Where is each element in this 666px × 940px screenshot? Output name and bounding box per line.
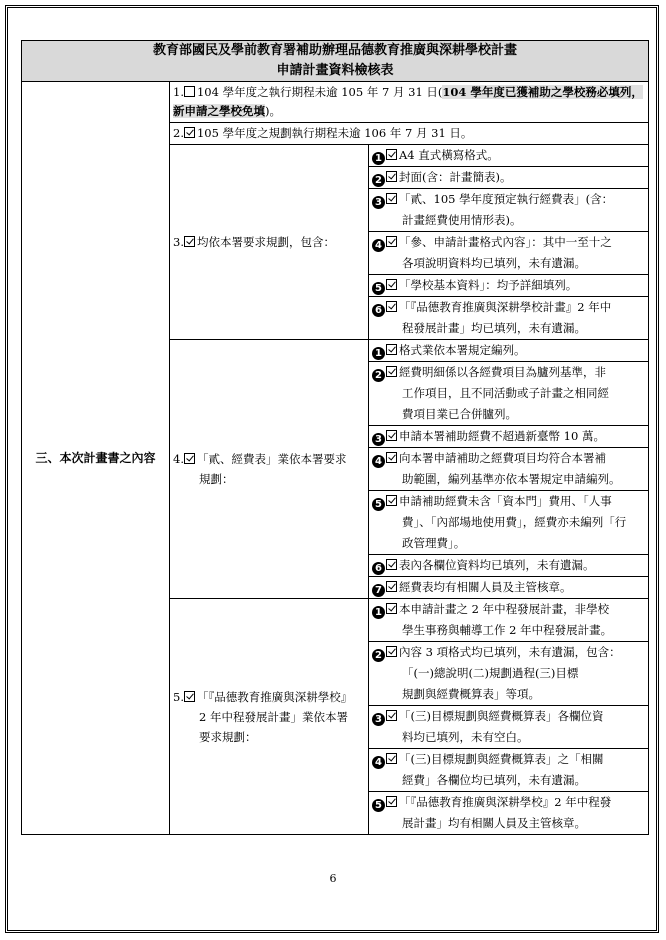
- section-label: 三、本次計畫書之內容: [22, 82, 170, 835]
- mark-2-icon: 2: [372, 174, 385, 187]
- item-2-checkbox[interactable]: [184, 127, 195, 138]
- item-4-label: 4. 「貳、經費表」業依本署要求 規劃：: [170, 340, 369, 599]
- item-1-highlight: 104 學年度已獲補助之學校務必填列，新申請之學校免填: [173, 85, 643, 118]
- sub-checkbox[interactable]: [386, 193, 397, 204]
- mark-1-icon: 1: [372, 347, 385, 360]
- sub-checkbox[interactable]: [386, 236, 397, 247]
- item-5-sub-2: 2 內容 3 項格式均已填列，未有遺漏，包含： 「(一)總說明(二)規劃過程(三)目標 規劃與經費概算表」等項。: [369, 642, 649, 706]
- item-3-sub-5: 5 「學校基本資料」：均予詳細填列。: [369, 275, 649, 297]
- item-5-sub-5: 5 「『品德教育推廣與深耕學校』2 年中程發 展計畫」均有相關人員及主管核章。: [369, 792, 649, 835]
- mark-3-icon: 3: [372, 196, 385, 209]
- item-3-label: 3. 均依本署要求規劃，包含：: [170, 145, 369, 340]
- sub-checkbox[interactable]: [386, 171, 397, 182]
- mark-2-icon: 2: [372, 369, 385, 382]
- sub-checkbox[interactable]: [386, 581, 397, 592]
- item-5-checkbox[interactable]: [184, 691, 195, 702]
- mark-4-icon: 4: [372, 756, 385, 769]
- item-4-sub-2: 2 經費明細係以各經費項目為臚列基準，非 工作項目，且不同活動或子計畫之相同經 費項目業已合併臚列。: [369, 362, 649, 426]
- item-4-sub-5: 5 申請補助經費未含「資本門」費用、「人事 費」、「內部場地使用費」，經費亦未編列「行 政管理費」。: [369, 491, 649, 555]
- mark-5-icon: 5: [372, 498, 385, 511]
- mark-1-icon: 1: [372, 152, 385, 165]
- item-3-sub-3: 3 「貳、105 學年度預定執行經費表」(含： 計畫經費使用情形表)。: [369, 189, 649, 232]
- item-4-sub-6: 6 表內各欄位資料均已填列，未有遺漏。: [369, 555, 649, 577]
- item-1: 1. 104 學年度之執行期程未逾 105 年 7 月 31 日(104 學年度已獲補助之學校務必填列，新申請之學校免填)。: [170, 82, 649, 123]
- mark-7-icon: 7: [372, 584, 385, 597]
- mark-5-icon: 5: [372, 282, 385, 295]
- title-line-2: 申請計畫資料檢核表: [276, 63, 394, 78]
- sub-checkbox[interactable]: [386, 366, 397, 377]
- item-1-row: [22, 82, 649, 123]
- item-3-checkbox[interactable]: [184, 236, 195, 247]
- sub-checkbox[interactable]: [386, 430, 397, 441]
- item-3-sub-2: 2 封面(含：計畫簡表)。: [369, 167, 649, 189]
- mark-4-icon: 4: [372, 455, 385, 468]
- mark-2-icon: 2: [372, 649, 385, 662]
- sub-checkbox[interactable]: [386, 796, 397, 807]
- sub-checkbox[interactable]: [386, 710, 397, 721]
- mark-1-icon: 1: [372, 606, 385, 619]
- item-2: 2. 105 學年度之規劃執行期程未逾 106 年 7 月 31 日。: [170, 123, 649, 145]
- item-5-sub-4: 4 「(三)目標規劃與經費概算表」之「相關 經費」各欄位均已填列，未有遺漏。: [369, 749, 649, 792]
- item-4-sub-4: 4 向本署申請補助之經費項目均符合本署補 助範圍，編列基準亦依本署規定申請編列。: [369, 448, 649, 491]
- item-3-sub-4: 4 「參、申請計畫格式內容」：其中一至十之 各項說明資料均已填列，未有遺漏。: [369, 232, 649, 275]
- sub-checkbox[interactable]: [386, 753, 397, 764]
- item-4-checkbox[interactable]: [184, 453, 195, 464]
- item-4-sub-3: 3 申請本署補助經費不超過新臺幣 10 萬。: [369, 426, 649, 448]
- table-title: [22, 41, 649, 82]
- sub-checkbox[interactable]: [386, 495, 397, 506]
- page-number: 6: [329, 872, 337, 885]
- mark-5-icon: 5: [372, 799, 385, 812]
- item-3-sub-1: 1 A4 直式橫寫格式。: [369, 145, 649, 167]
- item-4-sub-7: 7 經費表均有相關人員及主管核章。: [369, 577, 649, 599]
- sub-checkbox[interactable]: [386, 452, 397, 463]
- mark-6-icon: 6: [372, 562, 385, 575]
- mark-3-icon: 3: [372, 713, 385, 726]
- item-4-sub-1: 1 格式業依本署規定編列。: [369, 340, 649, 362]
- mark-4-icon: 4: [372, 239, 385, 252]
- sub-checkbox[interactable]: [386, 149, 397, 160]
- item-5-sub-1: 1 本申請計畫之 2 年中程發展計畫，非學校 學生事務與輔導工作 2 年中程發展計畫。: [369, 599, 649, 642]
- checklist-table: [21, 40, 649, 835]
- title-row: [22, 41, 649, 82]
- sub-checkbox[interactable]: [386, 559, 397, 570]
- item-1-checkbox[interactable]: [184, 86, 195, 97]
- sub-checkbox[interactable]: [386, 603, 397, 614]
- mark-6-icon: 6: [372, 304, 385, 317]
- item-5-label: 5. 「『品德教育推廣與深耕學校』 2 年中程發展計畫」業依本署 要求規劃：: [170, 599, 369, 835]
- sub-checkbox[interactable]: [386, 344, 397, 355]
- title-line-1: 教育部國民及學前教育署補助辦理品德教育推廣與深耕學校計畫: [152, 43, 517, 58]
- item-5-sub-3: 3 「(三)目標規劃與經費概算表」各欄位資 料均已填列，未有空白。: [369, 706, 649, 749]
- sub-checkbox[interactable]: [386, 646, 397, 657]
- sub-checkbox[interactable]: [386, 301, 397, 312]
- mark-3-icon: 3: [372, 433, 385, 446]
- sub-checkbox[interactable]: [386, 279, 397, 290]
- item-3-sub-6: 6 「『品德教育推廣與深耕學校計畫』2 年中 程發展計畫」均已填列，未有遺漏。: [369, 297, 649, 340]
